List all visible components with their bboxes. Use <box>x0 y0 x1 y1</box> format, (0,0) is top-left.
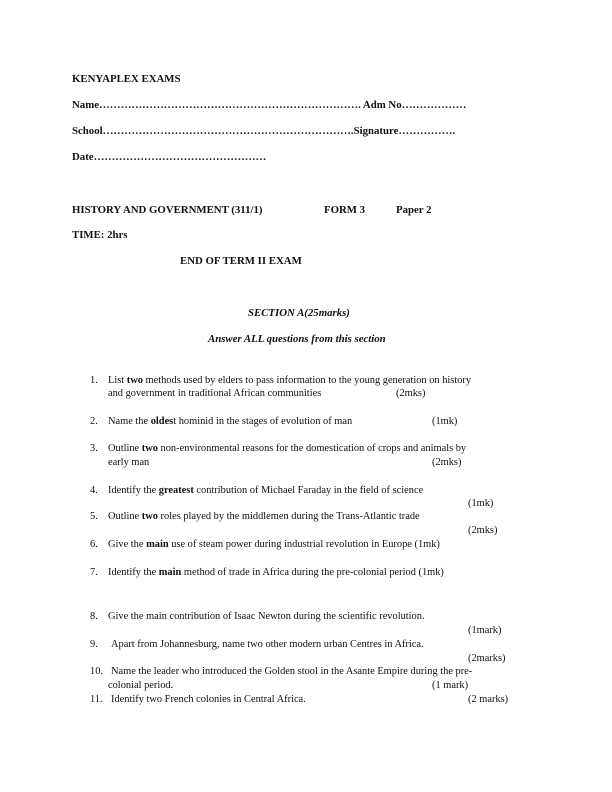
q-text: Give the main contribution of Isaac Newton during the scientific revolution. <box>108 611 425 622</box>
subject-title: HISTORY AND GOVERNMENT (311/1) <box>72 204 263 216</box>
question-10-mark: (1 mark) <box>432 680 469 691</box>
q-emphasis: oldes <box>150 416 174 427</box>
q-text: use of steam power during industrial revolution in Europe (1mk) <box>168 539 440 550</box>
question-number: 6. <box>90 539 98 550</box>
q-text: Identify the <box>108 567 159 578</box>
question-1-cont: and government in traditional African communities <box>108 388 322 399</box>
question-4-mark: (1mk) <box>468 498 494 509</box>
q-emphasis: two <box>126 375 143 386</box>
q-text: Outline <box>108 443 142 454</box>
section-instruction: Answer ALL questions from this section <box>208 333 386 345</box>
q-emphasis: main <box>146 539 169 550</box>
q-text: Name the leader who introduced the Golden stool in the Asante Empire during the pre- <box>111 666 473 677</box>
brand-title: KENYAPLEX EXAMS <box>72 73 181 85</box>
question-11-mark: (2 marks) <box>468 694 509 705</box>
question-number: 3. <box>90 443 98 454</box>
question-5-mark: (2mks) <box>468 525 498 536</box>
question-3-mark: (2mks) <box>432 457 462 468</box>
question-number: 7. <box>90 567 98 578</box>
exam-title: END OF TERM II EXAM <box>180 255 302 267</box>
q-text: methods used by elders to pass information to the young generation on history <box>142 375 472 386</box>
q-text: Identify two French colonies in Central Africa. <box>111 694 306 705</box>
question-number: 11. <box>90 694 103 705</box>
question-number: 10. <box>90 666 103 677</box>
question-number: 2. <box>90 416 98 427</box>
question-number: 5. <box>90 511 98 522</box>
section-title: SECTION A(25marks) <box>248 307 350 319</box>
date-field: Date………………………………………… <box>72 151 267 163</box>
q-text: method of trade in Africa during the pre-colonial period (1mk) <box>181 567 444 578</box>
q-text: Name the <box>108 416 151 427</box>
q-text: Outline <box>108 511 142 522</box>
q-text: t hominid in the stages of evolution of man <box>173 416 353 427</box>
question-8-mark: (1mark) <box>468 625 502 636</box>
question-number: 4. <box>90 485 98 496</box>
q-emphasis: main <box>158 567 182 578</box>
question-3-cont: early man <box>108 457 150 468</box>
q-emphasis: greatest <box>158 485 194 496</box>
q-text: Apart from Johannesburg, name two other modern urban Centres in Africa. <box>111 639 424 650</box>
question-number: 9. <box>90 639 98 650</box>
question-number: 1. <box>90 375 98 386</box>
q-emphasis: two <box>141 511 158 522</box>
q-emphasis: two <box>141 443 158 454</box>
form-label: FORM 3 <box>324 204 366 216</box>
time-label: TIME: 2hrs <box>72 229 128 241</box>
question-10-cont: colonial period. <box>108 680 174 691</box>
question-2-mark: (1mk) <box>432 416 458 427</box>
question-9-mark: (2marks) <box>468 653 506 664</box>
q-text: Give the <box>108 539 147 550</box>
question-1-mark: (2mks) <box>396 388 426 399</box>
q-text: Identify the <box>108 485 159 496</box>
paper-label: Paper 2 <box>396 204 432 216</box>
q-text: contribution of Michael Faraday in the field of science <box>193 485 424 496</box>
q-text: non-environmental reasons for the domestication of crops and animals by <box>157 443 467 454</box>
q-text: roles played by the middlemen during the Trans-Atlantic trade <box>157 511 420 522</box>
school-signature-field: School…………………………………………………………….Signature……………. <box>72 125 456 137</box>
question-number: 8. <box>90 611 98 622</box>
q-text: List <box>108 375 127 386</box>
name-adm-field: Name………………………………………………………………. Adm No……………… <box>72 99 467 111</box>
